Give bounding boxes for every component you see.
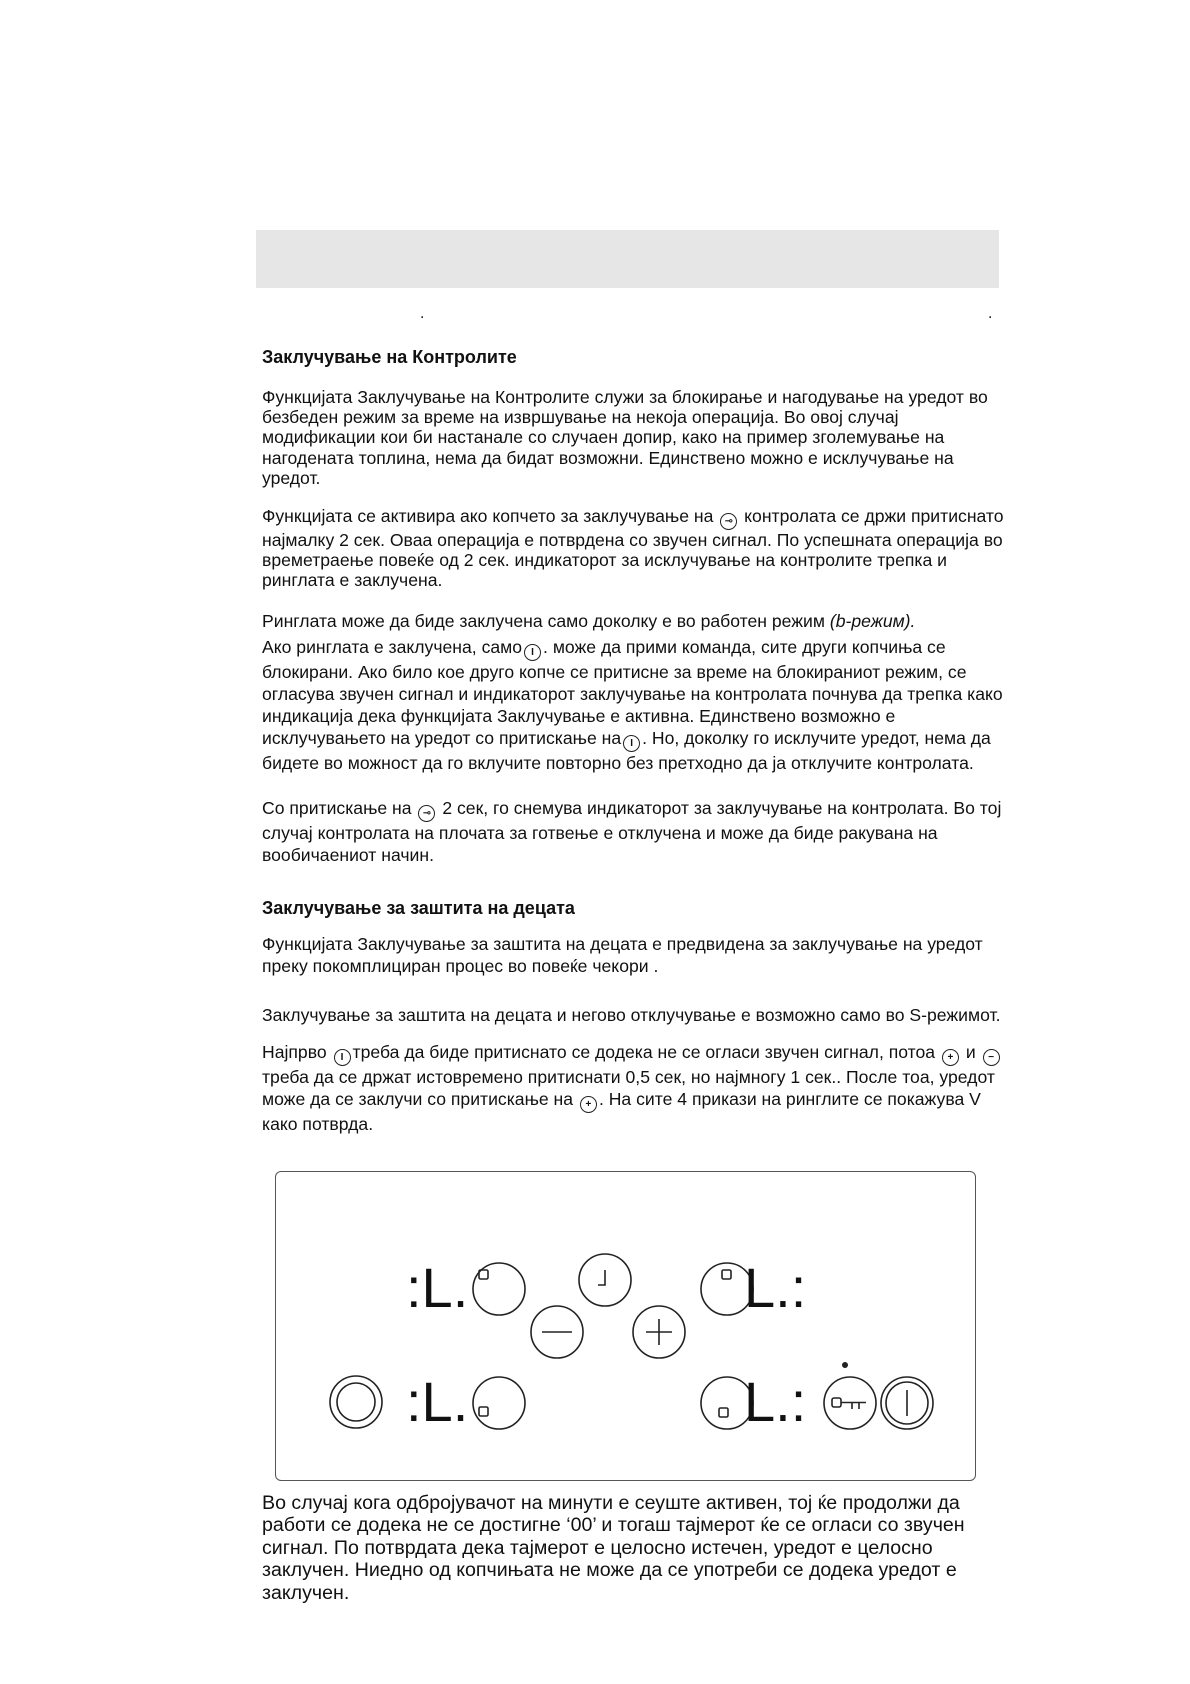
display-top-right: L.:	[744, 1256, 807, 1319]
paragraph: Заклучување за заштита на децата и негово отклучување е возможно само во S-режимот.	[262, 1005, 1001, 1025]
power-icon: I	[334, 1049, 351, 1066]
b-mode-label: (b-режим).	[829, 610, 916, 631]
power-icon: I	[524, 644, 541, 661]
paragraph: Функцијата се активира ако копчето за заклучување на ⊸ контролата се држи притиснато најмалку 2 сек. Оваа операција е потврдена со звучен сигнал. По успешната операција во времетраење повеќе од 2 сек. индикаторот за исклучување на контролите трепка и ринглата е заклучена.	[262, 506, 1004, 591]
minus-icon: −	[983, 1049, 1000, 1066]
header-dot-right: .	[988, 305, 993, 322]
zone-ring-top-left	[473, 1263, 525, 1315]
control-panel-diagram	[275, 1171, 976, 1481]
section-title-child-lock: Заклучување за заштита на децата	[262, 898, 575, 918]
timer-icon	[598, 1270, 605, 1285]
section-title-control-lock: Заклучување на Контролите	[262, 347, 517, 367]
power-icon: I	[623, 735, 640, 752]
footer-section	[262, 1492, 1006, 1604]
paragraph: Ринглата може да биде заклучена само доколку е во работен режим (b-режим).	[262, 610, 916, 631]
control-panel-svg	[276, 1172, 977, 1482]
lock-icon: ⊸	[418, 805, 435, 822]
paragraph: Во случај кога одбројувачот на минути е сеуште активен, тој ќе продолжи да работи се додека не се достигне ‘00’ и тогаш тајмерот ќе се огласи со звучен сигнал. По потврдата дека тајмерот е целосно истечен, уредот е целосно заклучен. Ниедно од копчињата не може да се употреби се додека уредот е заклучен.	[262, 1492, 965, 1604]
plus-icon: +	[580, 1096, 597, 1113]
child-lock-section	[262, 897, 1006, 1136]
plus-icon: +	[942, 1049, 959, 1066]
paragraph: Функцијата Заклучување на Контролите служи за блокирање и нагодување на уредот во безбеден режим за време на извршување на некоја операција. Во овој случај модификации кои би настанале со случаен допир, како на пример зголемување на нагодената топлина, нема да бидат возможни. Единствено можно е исклучување на уредот.	[262, 387, 988, 488]
display-top-left: :L.	[406, 1256, 469, 1319]
paragraph: Најпрво I треба да биде притиснато се додека не се огласи звучен сигнал, потоа + и − треба да се држат истовремено притиснати 0,5 сек, но најмногу 1 сек.. После тоа, уредот може да се заклучи со притискање на + . На сите 4 прикази на ринглите се покажува V како потврда.	[262, 1041, 1006, 1136]
paragraph: Со притискање на ⊸ 2 сек, го снемува индикаторот за заклучување на контролата. Во тој случај контролата на плочата за готвење е отклучена и може да биде ракувана на вообичаениот начин.	[262, 797, 1002, 865]
zone-indicator-bottom-right	[719, 1408, 728, 1417]
zone-indicator-bottom-left	[479, 1407, 488, 1416]
paragraph: Функцијата Заклучување за заштита на децата е предвидена за заклучување на уредот преку покомплициран процес во повеќе чекори .	[262, 934, 983, 976]
control-lock-section	[262, 346, 1006, 866]
lock-icon: ⊸	[720, 513, 737, 530]
zone-ring-bottom-left	[473, 1377, 525, 1429]
lock-indicator-dot	[842, 1362, 848, 1368]
header-bar	[256, 230, 999, 288]
zone-indicator-top-right	[722, 1270, 731, 1279]
paragraph: Ако ринглата е заклучена, само I . може да прими команда, сите други копчиња се блокирани. Ако било кое друго копче се притисне за време на блокираниот режим, се огласува звучен сигнал и индикаторот заклучување на контролата почнува да трепка како индикација дека функцијата Заклучување е активна. Единствено возможно е исклучувањето на уредот со притискање на I . Но, доколку го исклучите уредот, нема да бидете во можност да го вклучите повторно без претходно да ја отклучите контролата.	[262, 636, 1003, 774]
header-dot-left: .	[420, 305, 425, 322]
display-bottom-right: L.:	[744, 1370, 807, 1433]
key-icon	[832, 1398, 866, 1409]
display-bottom-left: :L.	[406, 1370, 469, 1433]
